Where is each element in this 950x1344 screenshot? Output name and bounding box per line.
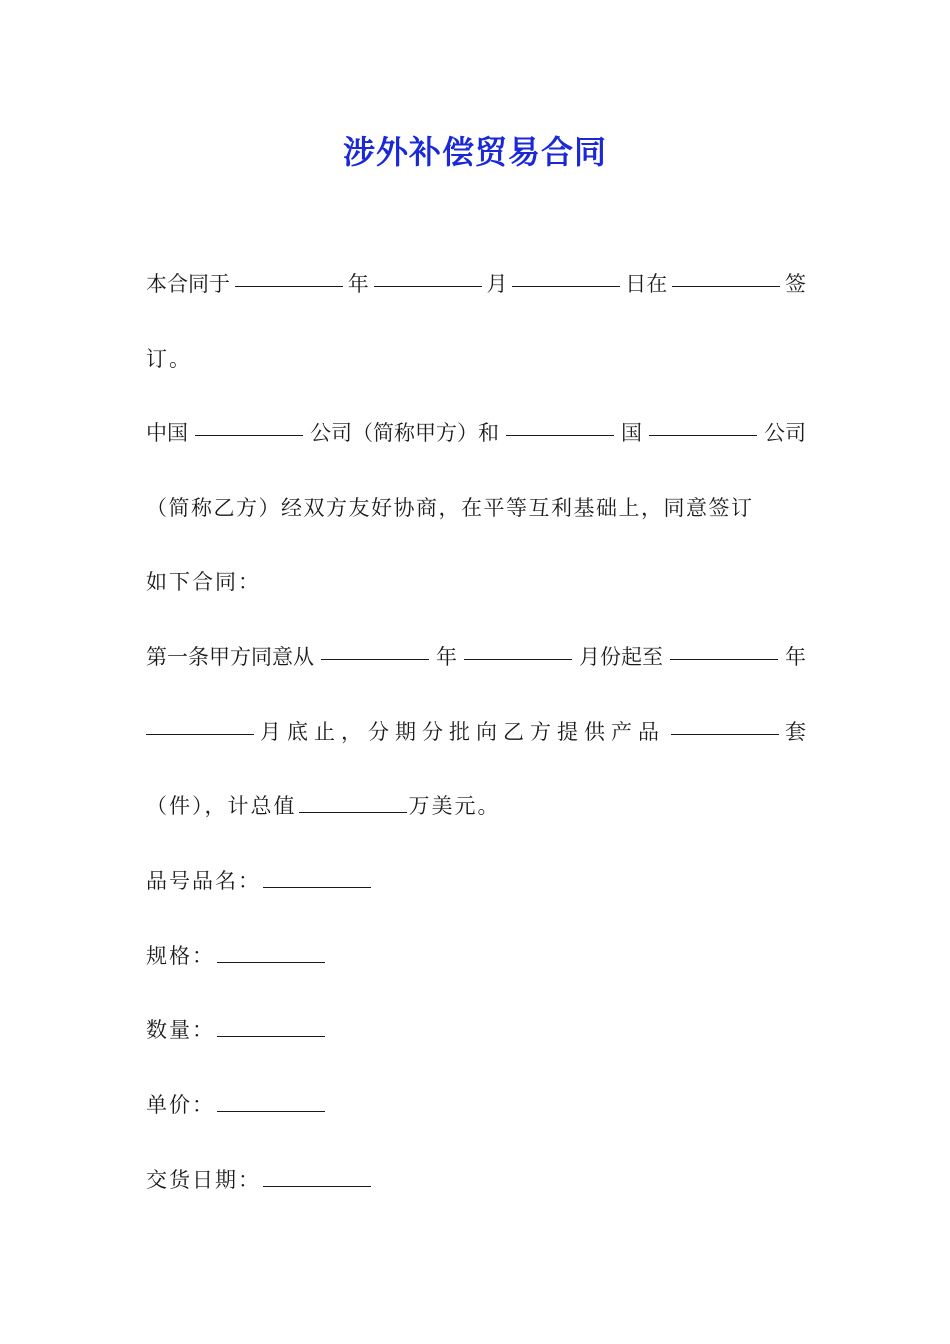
blank-unit-price[interactable] [217,1089,325,1112]
p3-line2 [146,712,806,752]
blank-delivery-date[interactable] [263,1164,371,1187]
blank-quantity[interactable] [217,1014,325,1037]
p2-line2: （简称乙方）经双方友好协商，在平等互利基础上，同意签订 [146,496,754,520]
field-quantity [146,1010,806,1050]
text: 国 [621,421,642,445]
blank-country[interactable] [506,413,614,436]
p1-line2: 订。 [146,347,192,371]
text: 年 [436,645,457,669]
text: （件），计总值 [146,794,297,818]
blank-total-value[interactable] [299,790,407,813]
label: 数量： [146,1018,215,1042]
label: 品号品名： [146,869,261,893]
blank-end-month[interactable] [146,712,254,735]
p1-line1 [146,264,806,304]
text: 月 [486,272,508,296]
field-unit-price [146,1085,806,1125]
blank-party-b[interactable] [649,413,757,436]
field-product-name [146,861,806,901]
text: 年 [785,645,806,669]
document-title: 涉外补偿贸易合同 [342,133,607,171]
blank-party-a[interactable] [195,413,303,436]
text: 公司 [764,421,806,445]
text: 本合同于 [146,272,230,296]
blank-start-year[interactable] [321,637,429,660]
blank-spec[interactable] [217,940,325,963]
blank-product-name[interactable] [263,865,371,888]
text: 月底止，分期分批向乙方提供产品 [260,720,665,744]
p2-line3: 如下合同： [146,570,261,594]
label: 交货日期： [146,1168,261,1192]
text: 套 [785,720,806,744]
text: 万美元。 [408,794,501,818]
blank-quantity-sets[interactable] [671,712,779,735]
text: 年 [347,272,369,296]
p3-line1 [146,637,806,677]
blank-start-month[interactable] [464,637,572,660]
p3-line3 [146,786,806,826]
text: 日在 [625,272,668,296]
field-spec [146,936,806,976]
label: 规格： [146,944,215,968]
text: 第一条甲方同意从 [146,645,314,669]
label: 单价： [146,1093,215,1117]
blank-day[interactable] [512,264,620,287]
blank-year[interactable] [235,264,343,287]
blank-end-year[interactable] [670,637,778,660]
p2-line1 [146,413,806,453]
text: 公司（简称甲方）和 [310,421,499,445]
field-delivery-date [146,1160,806,1200]
text: 签 [785,272,806,296]
text: 中国 [146,421,188,445]
blank-month[interactable] [374,264,482,287]
text: 月份起至 [579,645,663,669]
blank-place[interactable] [672,264,780,287]
